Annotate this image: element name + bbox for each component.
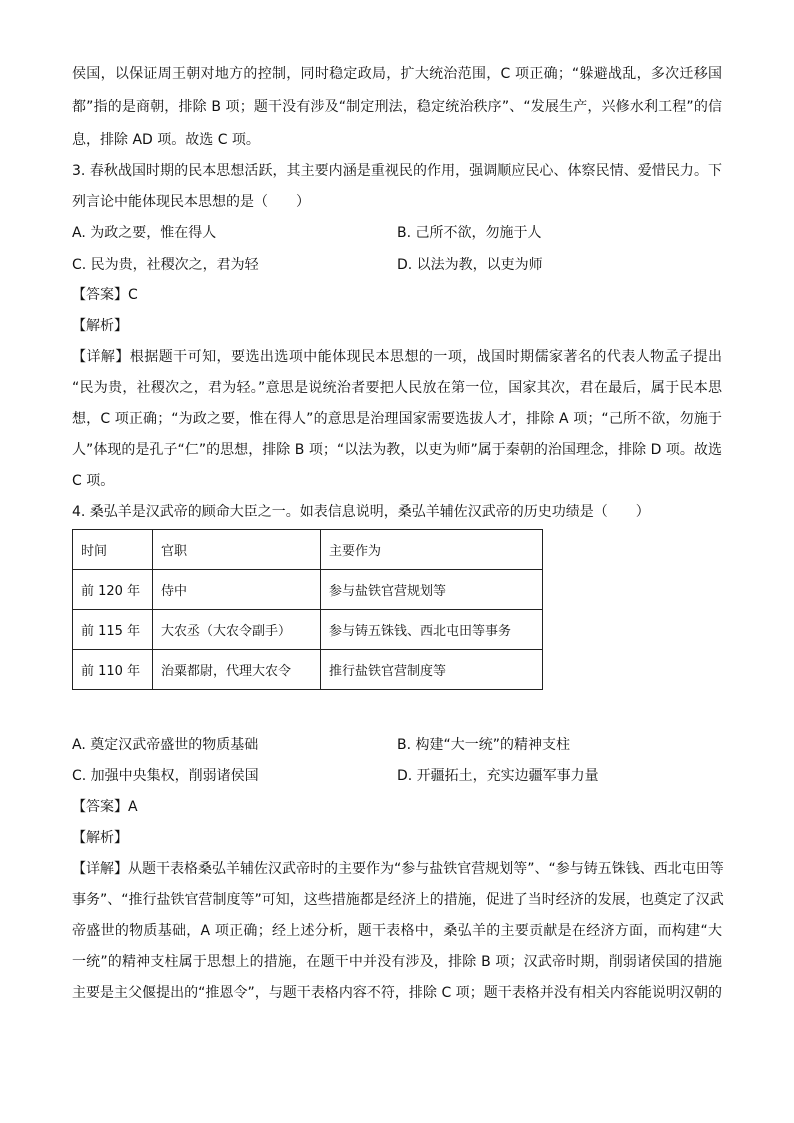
table-cell: 前 120 年 (73, 570, 153, 610)
q4-analysis-label: 【解析】 (72, 830, 128, 846)
q3-option-b: B. 己所不欲，勿施于人 (397, 225, 542, 241)
q3-option-a: A. 为政之要，惟在得人 (72, 225, 217, 241)
table-header-cell: 主要作为 (321, 530, 543, 570)
q4-option-a: A. 奠定汉武帝盛世的物质基础 (72, 737, 259, 753)
q3-detail-line: “民为贵，社稷次之，君为轻。”意思是说统治者要把人民放在第一位，国家其次，君在最后，属于民本思 (72, 380, 722, 396)
q4-table (72, 529, 543, 690)
table-row (73, 570, 543, 610)
q4-stem: 4. 桑弘羊是汉武帝的顾命大臣之一。如表信息说明，桑弘羊辅佐汉武帝的历史功绩是（ ） (72, 504, 650, 520)
table-cell: 大农丞（大农令副手） (153, 610, 321, 650)
q3-detail-line: C 项。 (72, 473, 115, 489)
q4-detail-line: 帝盛世的物质基础，A 项正确；经上述分析，题干表格中，桑弘羊的主要贡献是在经济方面，而构建“大 (72, 923, 722, 939)
table-row (73, 610, 543, 650)
table-header-cell: 时间 (73, 530, 153, 570)
table-cell: 参与铸五铢钱、西北屯田等事务 (321, 610, 543, 650)
prev-answer-line: 息，排除 AD 项。故选 C 项。 (72, 132, 260, 148)
q4-detail-line: 一统”的精神支柱属于思想上的措施，在题干中并没有涉及，排除 B 项；汉武帝时期，削弱诸侯国的措施 (72, 954, 722, 970)
prev-answer-line: 侯国，以保证周王朝对地方的控制，同时稳定政局，扩大统治范围，C 项正确；“躲避战乱，多次迁移国 (72, 66, 722, 82)
table-cell: 推行盐铁官营制度等 (321, 650, 543, 690)
q3-detail-line: 【详解】根据题干可知，要选出选项中能体现民本思想的一项，战国时期儒家著名的代表人物孟子提出 (72, 349, 722, 365)
q3-detail-line: 想，C 项正确；“为政之要，惟在得人”的意思是治理国家需要选拔人才，排除 A 项；“己所不欲，勿施于 (72, 411, 722, 427)
prev-answer-line: 都”指的是商朝，排除 B 项；题干没有涉及“制定刑法，稳定统治秩序”、“发展生产，兴修水利工程”的信 (72, 99, 722, 115)
q3-detail-line: 人”体现的是孔子“仁”的思想，排除 B 项；“以法为教，以吏为师”属于秦朝的治国理念，排除 D 项。故选 (72, 442, 722, 458)
table-cell: 前 115 年 (73, 610, 153, 650)
table-cell: 前 110 年 (73, 650, 153, 690)
table-cell: 侍中 (153, 570, 321, 610)
q4-option-c: C. 加强中央集权，削弱诸侯国 (72, 768, 259, 784)
q3-answer: 【答案】C (72, 287, 138, 303)
q4-answer: 【答案】A (72, 799, 138, 815)
q4-detail-line: 事务”、“推行盐铁官营制度等”可知，这些措施都是经济上的措施，促进了当时经济的发展，也奠定了汉武 (72, 892, 724, 908)
q4-option-b: B. 构建“大一统”的精神支柱 (397, 737, 571, 753)
table-header-row (73, 530, 543, 570)
q3-analysis-label: 【解析】 (72, 318, 128, 334)
q4-detail-line: 主要是主父偃提出的“推恩令”，与题干表格内容不符，排除 C 项；题干表格并没有相关内容能说明汉朝的 (72, 985, 722, 1001)
q4-option-d: D. 开疆拓土，充实边疆军事力量 (397, 768, 599, 784)
q4-detail-line: 【详解】从题干表格桑弘羊辅佐汉武帝时的主要作为“参与盐铁官营规划等”、“参与铸五铢钱、西北屯田等 (72, 861, 724, 877)
q3-option-c: C. 民为贵，社稷次之，君为轻 (72, 257, 259, 273)
table-cell: 参与盐铁官营规划等 (321, 570, 543, 610)
table-cell: 治粟都尉，代理大农令 (153, 650, 321, 690)
q3-option-d: D. 以法为教，以吏为师 (397, 257, 543, 273)
q3-stem-line: 列言论中能体现民本思想的是（ ） (72, 194, 310, 210)
q3-stem-line: 3. 春秋战国时期的民本思想活跃，其主要内涵是重视民的作用，强调顺应民心、体察民情、爱惜民力。下 (72, 163, 722, 179)
table-row (73, 650, 543, 690)
table-header-cell: 官职 (153, 530, 321, 570)
